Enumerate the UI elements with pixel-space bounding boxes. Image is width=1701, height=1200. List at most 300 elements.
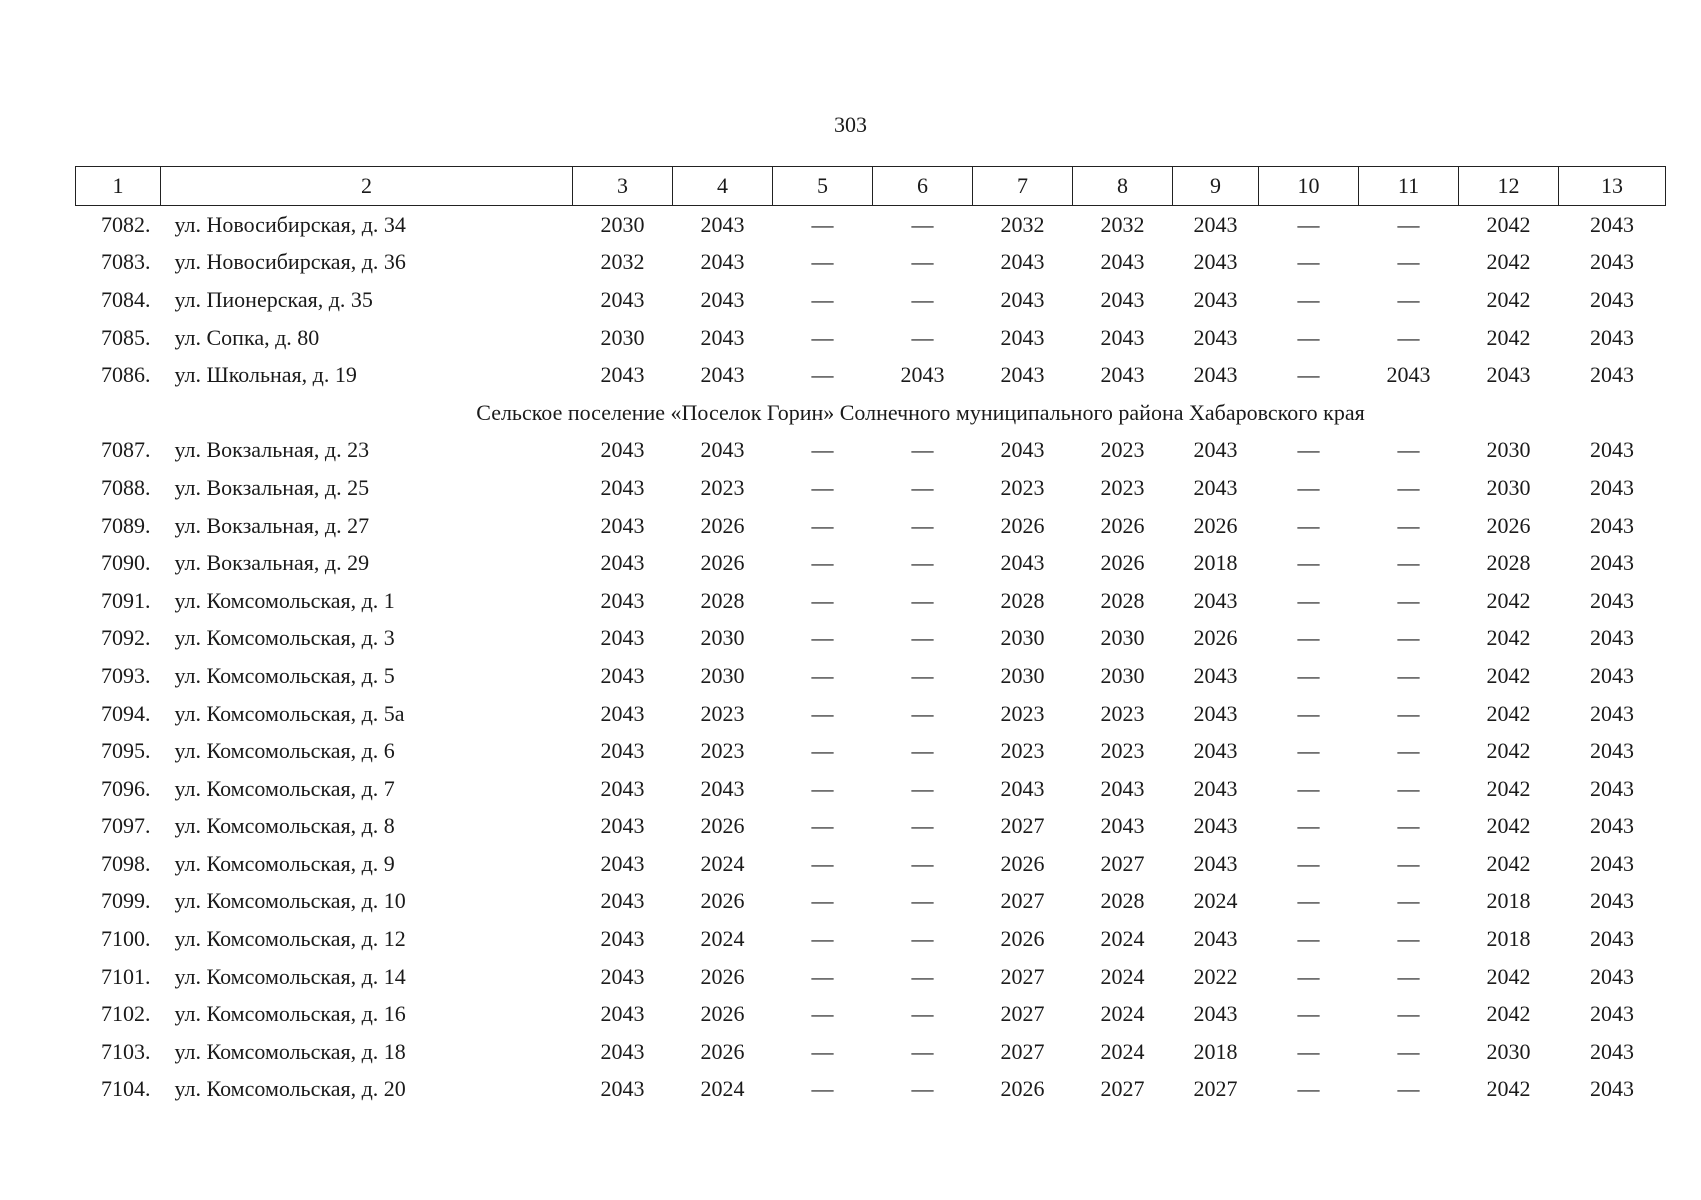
year-cell-col-3: 2043 [600,775,645,801]
year-cell-col-6: — [911,1038,934,1064]
year-cell-col-9: 2026 [1193,512,1238,538]
year-cell-col-3: 2043 [600,625,645,651]
year-cell-col-3: 2043 [600,437,645,463]
year-cell-col-3: 2043 [600,662,645,688]
year-cell-col-8: 2027 [1100,850,1145,876]
year-cell-col-8: 2032 [1100,211,1145,237]
year-cell-col-10: — [1297,625,1320,651]
year-cell-col-12: 2042 [1486,775,1531,801]
table-row [76,845,1666,883]
year-cell-col-8: 2023 [1100,474,1145,500]
year-cell-col-11: — [1397,963,1420,989]
year-cell-col-5: — [811,249,834,275]
table-row [76,356,1666,394]
year-cell-col-7: 2027 [1000,1038,1045,1064]
year-cell-col-10: — [1297,474,1320,500]
year-cell-col-10: — [1297,362,1320,388]
year-cell-col-9: 2043 [1193,362,1238,388]
year-cell-col-11: — [1397,249,1420,275]
year-cell-col-10: — [1297,888,1320,914]
year-cell-col-7: 2026 [1000,926,1045,952]
row-number: 7089. [101,512,151,538]
year-cell-col-7: 2030 [1000,662,1045,688]
year-cell-col-9: 2043 [1193,775,1238,801]
table-row [76,507,1666,545]
year-cell-col-10: — [1297,512,1320,538]
year-cell-col-3: 2043 [600,700,645,726]
year-cell-col-12: 2042 [1486,286,1531,312]
section-title: Сельское поселение «Поселок Горин» Солнечного муниципального района Хабаровского края [476,399,1365,425]
year-cell-col-7: 2023 [1000,738,1045,764]
year-cell-col-3: 2043 [600,850,645,876]
address-cell: ул. Комсомольская, д. 8 [174,813,395,839]
row-number: 7085. [101,324,151,350]
column-header-10: 10 [1259,167,1359,206]
year-cell-col-9: 2043 [1193,587,1238,613]
row-number: 7084. [101,286,151,312]
year-cell-col-7: 2032 [1000,211,1045,237]
year-cell-col-4: 2043 [700,324,745,350]
year-cell-col-4: 2043 [700,286,745,312]
year-cell-col-3: 2043 [600,1038,645,1064]
year-cell-col-4: 2026 [700,1038,745,1064]
row-number: 7099. [101,888,151,914]
year-cell-col-5: — [811,888,834,914]
year-cell-col-9: 2043 [1193,474,1238,500]
year-cell-col-13: 2043 [1590,662,1634,688]
column-header-4: 4 [673,167,773,206]
year-cell-col-4: 2030 [700,662,745,688]
year-cell-col-5: — [811,813,834,839]
year-cell-col-4: 2023 [700,700,745,726]
year-cell-col-11: — [1397,662,1420,688]
year-cell-col-3: 2043 [600,1076,645,1102]
year-cell-col-8: 2026 [1100,550,1145,576]
year-cell-col-11: — [1397,625,1420,651]
year-cell-col-7: 2043 [1000,437,1045,463]
table-row [76,281,1666,319]
year-cell-col-6: — [911,775,934,801]
year-cell-col-4: 2026 [700,1001,745,1027]
year-cell-col-13: 2043 [1590,474,1634,500]
address-cell: ул. Вокзальная, д. 29 [174,550,370,576]
year-cell-col-9: 2018 [1193,1038,1238,1064]
year-cell-col-4: 2043 [700,362,745,388]
address-cell: ул. Новосибирская, д. 34 [174,211,406,237]
address-cell: ул. Комсомольская, д. 20 [174,1076,406,1102]
year-cell-col-13: 2043 [1590,926,1634,952]
year-cell-col-11: — [1397,587,1420,613]
year-cell-col-5: — [811,700,834,726]
row-number: 7087. [101,437,151,463]
year-cell-col-3: 2032 [600,249,645,275]
year-cell-col-4: 2043 [700,249,745,275]
year-cell-col-4: 2024 [700,1076,745,1102]
year-cell-col-10: — [1297,437,1320,463]
year-cell-col-6: — [911,850,934,876]
year-cell-col-13: 2043 [1590,850,1634,876]
year-cell-col-10: — [1297,249,1320,275]
year-cell-col-10: — [1297,1001,1320,1027]
year-cell-col-4: 2024 [700,926,745,952]
table-row [76,319,1666,357]
year-cell-col-3: 2030 [600,324,645,350]
address-cell: ул. Вокзальная, д. 23 [174,437,370,463]
address-cell: ул. Комсомольская, д. 18 [174,1038,406,1064]
column-header-11: 11 [1359,167,1459,206]
year-cell-col-5: — [811,437,834,463]
year-cell-col-7: 2027 [1000,963,1045,989]
year-cell-col-12: 2042 [1486,850,1531,876]
year-cell-col-10: — [1297,738,1320,764]
year-cell-col-6: — [911,963,934,989]
year-cell-col-13: 2043 [1590,286,1634,312]
table-row [76,469,1666,507]
year-cell-col-6: — [911,324,934,350]
year-cell-col-3: 2043 [600,813,645,839]
year-cell-col-11: — [1397,888,1420,914]
year-cell-col-13: 2043 [1590,1076,1634,1102]
year-cell-col-5: — [811,587,834,613]
year-cell-col-13: 2043 [1590,625,1634,651]
row-number: 7100. [101,926,151,952]
year-cell-col-12: 2042 [1486,324,1531,350]
year-cell-col-6: 2043 [900,362,945,388]
address-cell: ул. Комсомольская, д. 16 [174,1001,406,1027]
address-cell: ул. Комсомольская, д. 7 [174,775,395,801]
year-cell-col-4: 2026 [700,813,745,839]
year-cell-col-11: — [1397,813,1420,839]
row-number: 7083. [101,249,151,275]
year-cell-col-6: — [911,211,934,237]
housing-table [75,166,1666,1108]
row-number: 7103. [101,1038,151,1064]
year-cell-col-13: 2043 [1590,249,1634,275]
year-cell-col-8: 2043 [1100,775,1145,801]
year-cell-col-13: 2043 [1590,700,1634,726]
year-cell-col-5: — [811,362,834,388]
table-row [76,995,1666,1033]
year-cell-col-11: — [1397,775,1420,801]
year-cell-col-7: 2043 [1000,324,1045,350]
year-cell-col-13: 2043 [1590,738,1634,764]
address-cell: ул. Комсомольская, д. 5 [174,662,395,688]
year-cell-col-13: 2043 [1590,587,1634,613]
year-cell-col-8: 2043 [1100,286,1145,312]
address-cell: ул. Комсомольская, д. 6 [174,738,395,764]
year-cell-col-5: — [811,738,834,764]
year-cell-col-13: 2043 [1590,512,1634,538]
year-cell-col-8: 2024 [1100,926,1145,952]
year-cell-col-9: 2043 [1193,850,1238,876]
table-row [76,582,1666,620]
year-cell-col-6: — [911,587,934,613]
year-cell-col-12: 2026 [1486,512,1531,538]
year-cell-col-8: 2043 [1100,813,1145,839]
year-cell-col-11: 2043 [1386,362,1431,388]
year-cell-col-9: 2026 [1193,625,1238,651]
row-number: 7096. [101,775,151,801]
year-cell-col-10: — [1297,700,1320,726]
year-cell-col-7: 2028 [1000,587,1045,613]
table-body [76,206,1666,1109]
year-cell-col-5: — [811,1076,834,1102]
row-number: 7097. [101,813,151,839]
year-cell-col-12: 2018 [1486,888,1531,914]
address-cell: ул. Школьная, д. 19 [174,362,357,388]
year-cell-col-4: 2026 [700,512,745,538]
year-cell-col-10: — [1297,587,1320,613]
column-header-8: 8 [1073,167,1173,206]
year-cell-col-12: 2042 [1486,1001,1531,1027]
row-number: 7088. [101,474,151,500]
year-cell-col-12: 2042 [1486,813,1531,839]
year-cell-col-6: — [911,662,934,688]
address-cell: ул. Вокзальная, д. 27 [174,512,370,538]
year-cell-col-8: 2043 [1100,324,1145,350]
year-cell-col-12: 2042 [1486,738,1531,764]
year-cell-col-5: — [811,211,834,237]
year-cell-col-12: 2042 [1486,963,1531,989]
year-cell-col-13: 2043 [1590,1001,1634,1027]
year-cell-col-3: 2043 [600,362,645,388]
address-cell: ул. Комсомольская, д. 5а [174,700,405,726]
year-cell-col-13: 2043 [1590,813,1634,839]
year-cell-col-11: — [1397,1038,1420,1064]
year-cell-col-5: — [811,512,834,538]
table-row [76,1071,1666,1109]
year-cell-col-8: 2024 [1100,963,1145,989]
housing-table-container [75,166,1665,1108]
year-cell-col-7: 2023 [1000,474,1045,500]
year-cell-col-13: 2043 [1590,437,1634,463]
year-cell-col-6: — [911,512,934,538]
year-cell-col-12: 2042 [1486,625,1531,651]
year-cell-col-4: 2030 [700,625,745,651]
year-cell-col-10: — [1297,662,1320,688]
year-cell-col-7: 2026 [1000,512,1045,538]
address-cell: ул. Пионерская, д. 35 [174,286,373,312]
year-cell-col-11: — [1397,1076,1420,1102]
year-cell-col-9: 2024 [1193,888,1238,914]
row-number: 7086. [101,362,151,388]
year-cell-col-10: — [1297,775,1320,801]
address-cell: ул. Комсомольская, д. 3 [174,625,395,651]
year-cell-col-8: 2024 [1100,1038,1145,1064]
year-cell-col-12: 2042 [1486,211,1531,237]
year-cell-col-11: — [1397,926,1420,952]
year-cell-col-6: — [911,1001,934,1027]
row-number: 7102. [101,1001,151,1027]
address-cell: ул. Комсомольская, д. 9 [174,850,395,876]
year-cell-col-4: 2028 [700,587,745,613]
year-cell-col-4: 2043 [700,437,745,463]
year-cell-col-5: — [811,1038,834,1064]
year-cell-col-12: 2030 [1486,474,1531,500]
year-cell-col-8: 2024 [1100,1001,1145,1027]
year-cell-col-5: — [811,324,834,350]
address-cell: ул. Комсомольская, д. 14 [174,963,406,989]
row-number: 7092. [101,625,151,651]
row-number: 7091. [101,587,151,613]
year-cell-col-9: 2043 [1193,211,1238,237]
year-cell-col-3: 2043 [600,888,645,914]
year-cell-col-5: — [811,550,834,576]
column-header-7: 7 [973,167,1073,206]
year-cell-col-10: — [1297,813,1320,839]
year-cell-col-11: — [1397,474,1420,500]
year-cell-col-12: 2030 [1486,1038,1531,1064]
year-cell-col-4: 2023 [700,738,745,764]
address-cell: ул. Комсомольская, д. 12 [174,926,406,952]
year-cell-col-11: — [1397,437,1420,463]
year-cell-col-4: 2024 [700,850,745,876]
year-cell-col-6: — [911,437,934,463]
year-cell-col-11: — [1397,512,1420,538]
section-title-row [76,394,1666,432]
table-row [76,206,1666,244]
year-cell-col-8: 2030 [1100,662,1145,688]
year-cell-col-5: — [811,775,834,801]
year-cell-col-5: — [811,662,834,688]
year-cell-col-9: 2027 [1193,1076,1238,1102]
year-cell-col-3: 2043 [600,474,645,500]
year-cell-col-9: 2043 [1193,662,1238,688]
table-row [76,432,1666,470]
row-number: 7104. [101,1076,151,1102]
row-number: 7098. [101,850,151,876]
year-cell-col-4: 2043 [700,775,745,801]
year-cell-col-8: 2030 [1100,625,1145,651]
year-cell-col-12: 2042 [1486,587,1531,613]
year-cell-col-3: 2030 [600,211,645,237]
row-number: 7094. [101,700,151,726]
year-cell-col-7: 2043 [1000,286,1045,312]
table-row [76,958,1666,996]
row-number: 7093. [101,662,151,688]
year-cell-col-13: 2043 [1590,1038,1634,1064]
year-cell-col-6: — [911,888,934,914]
address-cell: ул. Сопка, д. 80 [174,324,320,350]
address-cell: ул. Комсомольская, д. 1 [174,587,395,613]
year-cell-col-12: 2030 [1486,437,1531,463]
year-cell-col-8: 2043 [1100,362,1145,388]
year-cell-col-13: 2043 [1590,211,1634,237]
year-cell-col-11: — [1397,1001,1420,1027]
year-cell-col-3: 2043 [600,926,645,952]
table-row [76,732,1666,770]
year-cell-col-13: 2043 [1590,775,1634,801]
year-cell-col-11: — [1397,286,1420,312]
year-cell-col-3: 2043 [600,512,645,538]
year-cell-col-6: — [911,474,934,500]
year-cell-col-12: 2043 [1486,362,1531,388]
year-cell-col-7: 2043 [1000,550,1045,576]
year-cell-col-4: 2023 [700,474,745,500]
year-cell-col-6: — [911,813,934,839]
year-cell-col-5: — [811,1001,834,1027]
year-cell-col-7: 2026 [1000,850,1045,876]
table-row [76,1033,1666,1071]
year-cell-col-9: 2043 [1193,813,1238,839]
year-cell-col-13: 2043 [1590,324,1634,350]
year-cell-col-9: 2043 [1193,324,1238,350]
year-cell-col-6: — [911,926,934,952]
year-cell-col-8: 2023 [1100,437,1145,463]
table-row [76,657,1666,695]
year-cell-col-11: — [1397,324,1420,350]
table-row [76,695,1666,733]
year-cell-col-13: 2043 [1590,963,1634,989]
column-header-5: 5 [773,167,873,206]
year-cell-col-3: 2043 [600,1001,645,1027]
year-cell-col-9: 2043 [1193,437,1238,463]
year-cell-col-8: 2028 [1100,888,1145,914]
row-number: 7090. [101,550,151,576]
year-cell-col-6: — [911,1076,934,1102]
row-number: 7101. [101,963,151,989]
year-cell-col-8: 2026 [1100,512,1145,538]
year-cell-col-9: 2043 [1193,700,1238,726]
address-cell: ул. Комсомольская, д. 10 [174,888,406,914]
row-number: 7095. [101,738,151,764]
table-row [76,920,1666,958]
year-cell-col-12: 2018 [1486,926,1531,952]
year-cell-col-12: 2042 [1486,1076,1531,1102]
table-row [76,244,1666,282]
year-cell-col-3: 2043 [600,963,645,989]
year-cell-col-3: 2043 [600,286,645,312]
address-cell: ул. Новосибирская, д. 36 [174,249,406,275]
year-cell-col-4: 2026 [700,550,745,576]
table-row [76,883,1666,921]
column-header-12: 12 [1459,167,1559,206]
table-row [76,770,1666,808]
table-row [76,544,1666,582]
year-cell-col-13: 2043 [1590,888,1634,914]
year-cell-col-10: — [1297,963,1320,989]
year-cell-col-7: 2027 [1000,888,1045,914]
year-cell-col-9: 2022 [1193,963,1238,989]
year-cell-col-11: — [1397,211,1420,237]
page-number: 303 [834,112,867,137]
year-cell-col-7: 2027 [1000,1001,1045,1027]
year-cell-col-5: — [811,926,834,952]
column-header-6: 6 [873,167,973,206]
year-cell-col-9: 2043 [1193,249,1238,275]
year-cell-col-9: 2043 [1193,738,1238,764]
year-cell-col-3: 2043 [600,550,645,576]
year-cell-col-9: 2043 [1193,286,1238,312]
address-cell: ул. Вокзальная, д. 25 [174,474,370,500]
year-cell-col-3: 2043 [600,587,645,613]
year-cell-col-8: 2027 [1100,1076,1145,1102]
table-row [76,808,1666,846]
year-cell-col-4: 2026 [700,963,745,989]
year-cell-col-4: 2043 [700,211,745,237]
year-cell-col-10: — [1297,926,1320,952]
year-cell-col-8: 2023 [1100,738,1145,764]
year-cell-col-7: 2026 [1000,1076,1045,1102]
year-cell-col-7: 2043 [1000,362,1045,388]
year-cell-col-10: — [1297,324,1320,350]
year-cell-col-11: — [1397,550,1420,576]
table-header-row [76,167,1666,206]
year-cell-col-10: — [1297,286,1320,312]
year-cell-col-8: 2023 [1100,700,1145,726]
year-cell-col-7: 2043 [1000,775,1045,801]
year-cell-col-13: 2043 [1590,362,1634,388]
